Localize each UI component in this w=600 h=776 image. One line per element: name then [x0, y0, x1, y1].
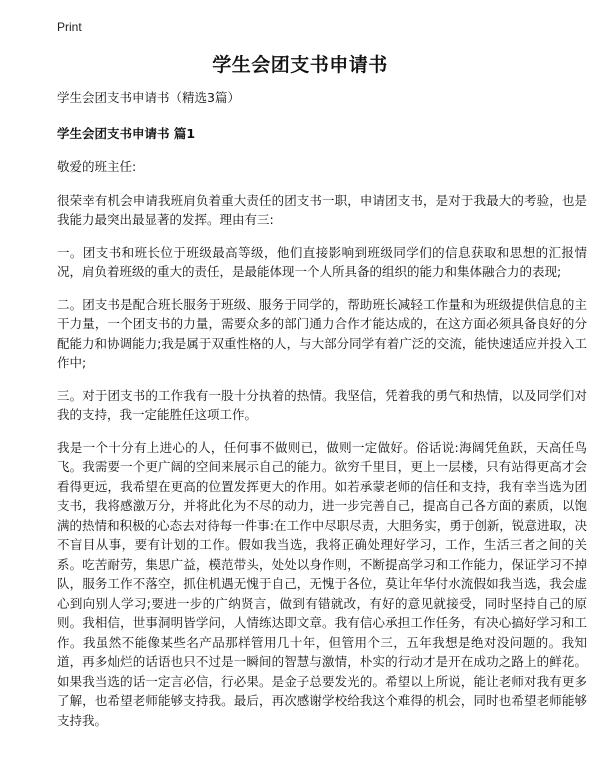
document-subtitle: 学生会团支书申请书（精选3篇）	[57, 90, 240, 105]
paragraph-reason-two: 二。团支书是配合班长服务于班级、服务于同学的，帮助班长减轻工作量和为班级提供信息的主干力量，一个团支书的力量，需要众多的部门通力合作才能达成的，在这方面必须具备良好的分配能力和协调能力;我是属于双重性格的人，与大部分同学有着广泛的交流，能快速适应并投入工作中;	[57, 296, 587, 370]
document-body	[57, 88, 587, 743]
paragraph-closing: 我是一个十分有上进心的人，任何事不做则已，做则一定做好。俗话说:海阔凭鱼跃，天高任鸟飞。我需要一个更广阔的空间来展示自己的能力。欲穷千里目，更上一层楼，只有站得更高才会看得更远，我希望在更高的位置发挥更大的作用。如若承蒙老师的信任和支持，我有幸当选为团支书，我将感激万分，并将此化为不尽的动力，进一步完善自己，提高自己各方面的素质，以饱满的热情和积极的心态去对待每一件事:在工作中尽职尽责，大胆务实，勇于创新，锐意进取，决不盲目从事，要有计划的工作。假如我当选，我将正确处理好学习，工作，生活三者之间的关系。吃苦耐劳，集思广益，模范带头，处处以身作则，不断提高学习和工作能力，保证学习不掉队，服务工作不落空，抓住机遇无愧于自己，无愧于各位，莫让年华付水流假如我当选，我会虚心到向别人学习;要进一步的广纳贤言，做到有错就改，有好的意见就接受，同时坚持自己的原则。我相信，世事洞明皆学问，人情练达即文章。我有信心承担工作任务，有决心搞好学习和工作。我虽然不能像某些名产品那样管用几十年，但管用个三，五年我想是绝对没问题的。我知道，再多灿烂的话语也只不过是一瞬间的智慧与激情，朴实的行动才是开在成功之路上的鲜花。如果我当选的话一定言必信，行必果。是金子总要发光的。希望以上所说，能让老师对我有更多了解，也希望老师能够支持我。最后，再次感谢学校给我这个难得的机会，同时也希望老师能够支持我。	[57, 439, 587, 728]
section-heading: 学生会团支书申请书 篇1	[57, 125, 196, 141]
page-title: 学生会团支书申请书	[212, 54, 388, 76]
greeting-line: 敬爱的班主任:	[57, 159, 137, 174]
paragraph-reason-three: 三。对于团支书的工作我有一股十分执着的热情。我坚信，凭着我的勇气和热情，以及同学们对我的支持，我一定能胜任这项工作。	[57, 387, 587, 422]
print-link[interactable]: Print	[57, 20, 82, 34]
paragraph-intro: 很荣幸有机会申请我班肩负着重大责任的团支书一职，申请团支书，是对于我最大的考验，也是我能力最突出最显著的发挥。理由有三:	[57, 192, 587, 227]
paragraph-reason-one: 一。团支书和班长位于班级最高等级，他们直接影响到班级同学们的信息获取和思想的汇报情况，肩负着班级的重大的责任，是最能体现一个人所具备的组织的能力和集体融合力的表现;	[57, 244, 587, 279]
